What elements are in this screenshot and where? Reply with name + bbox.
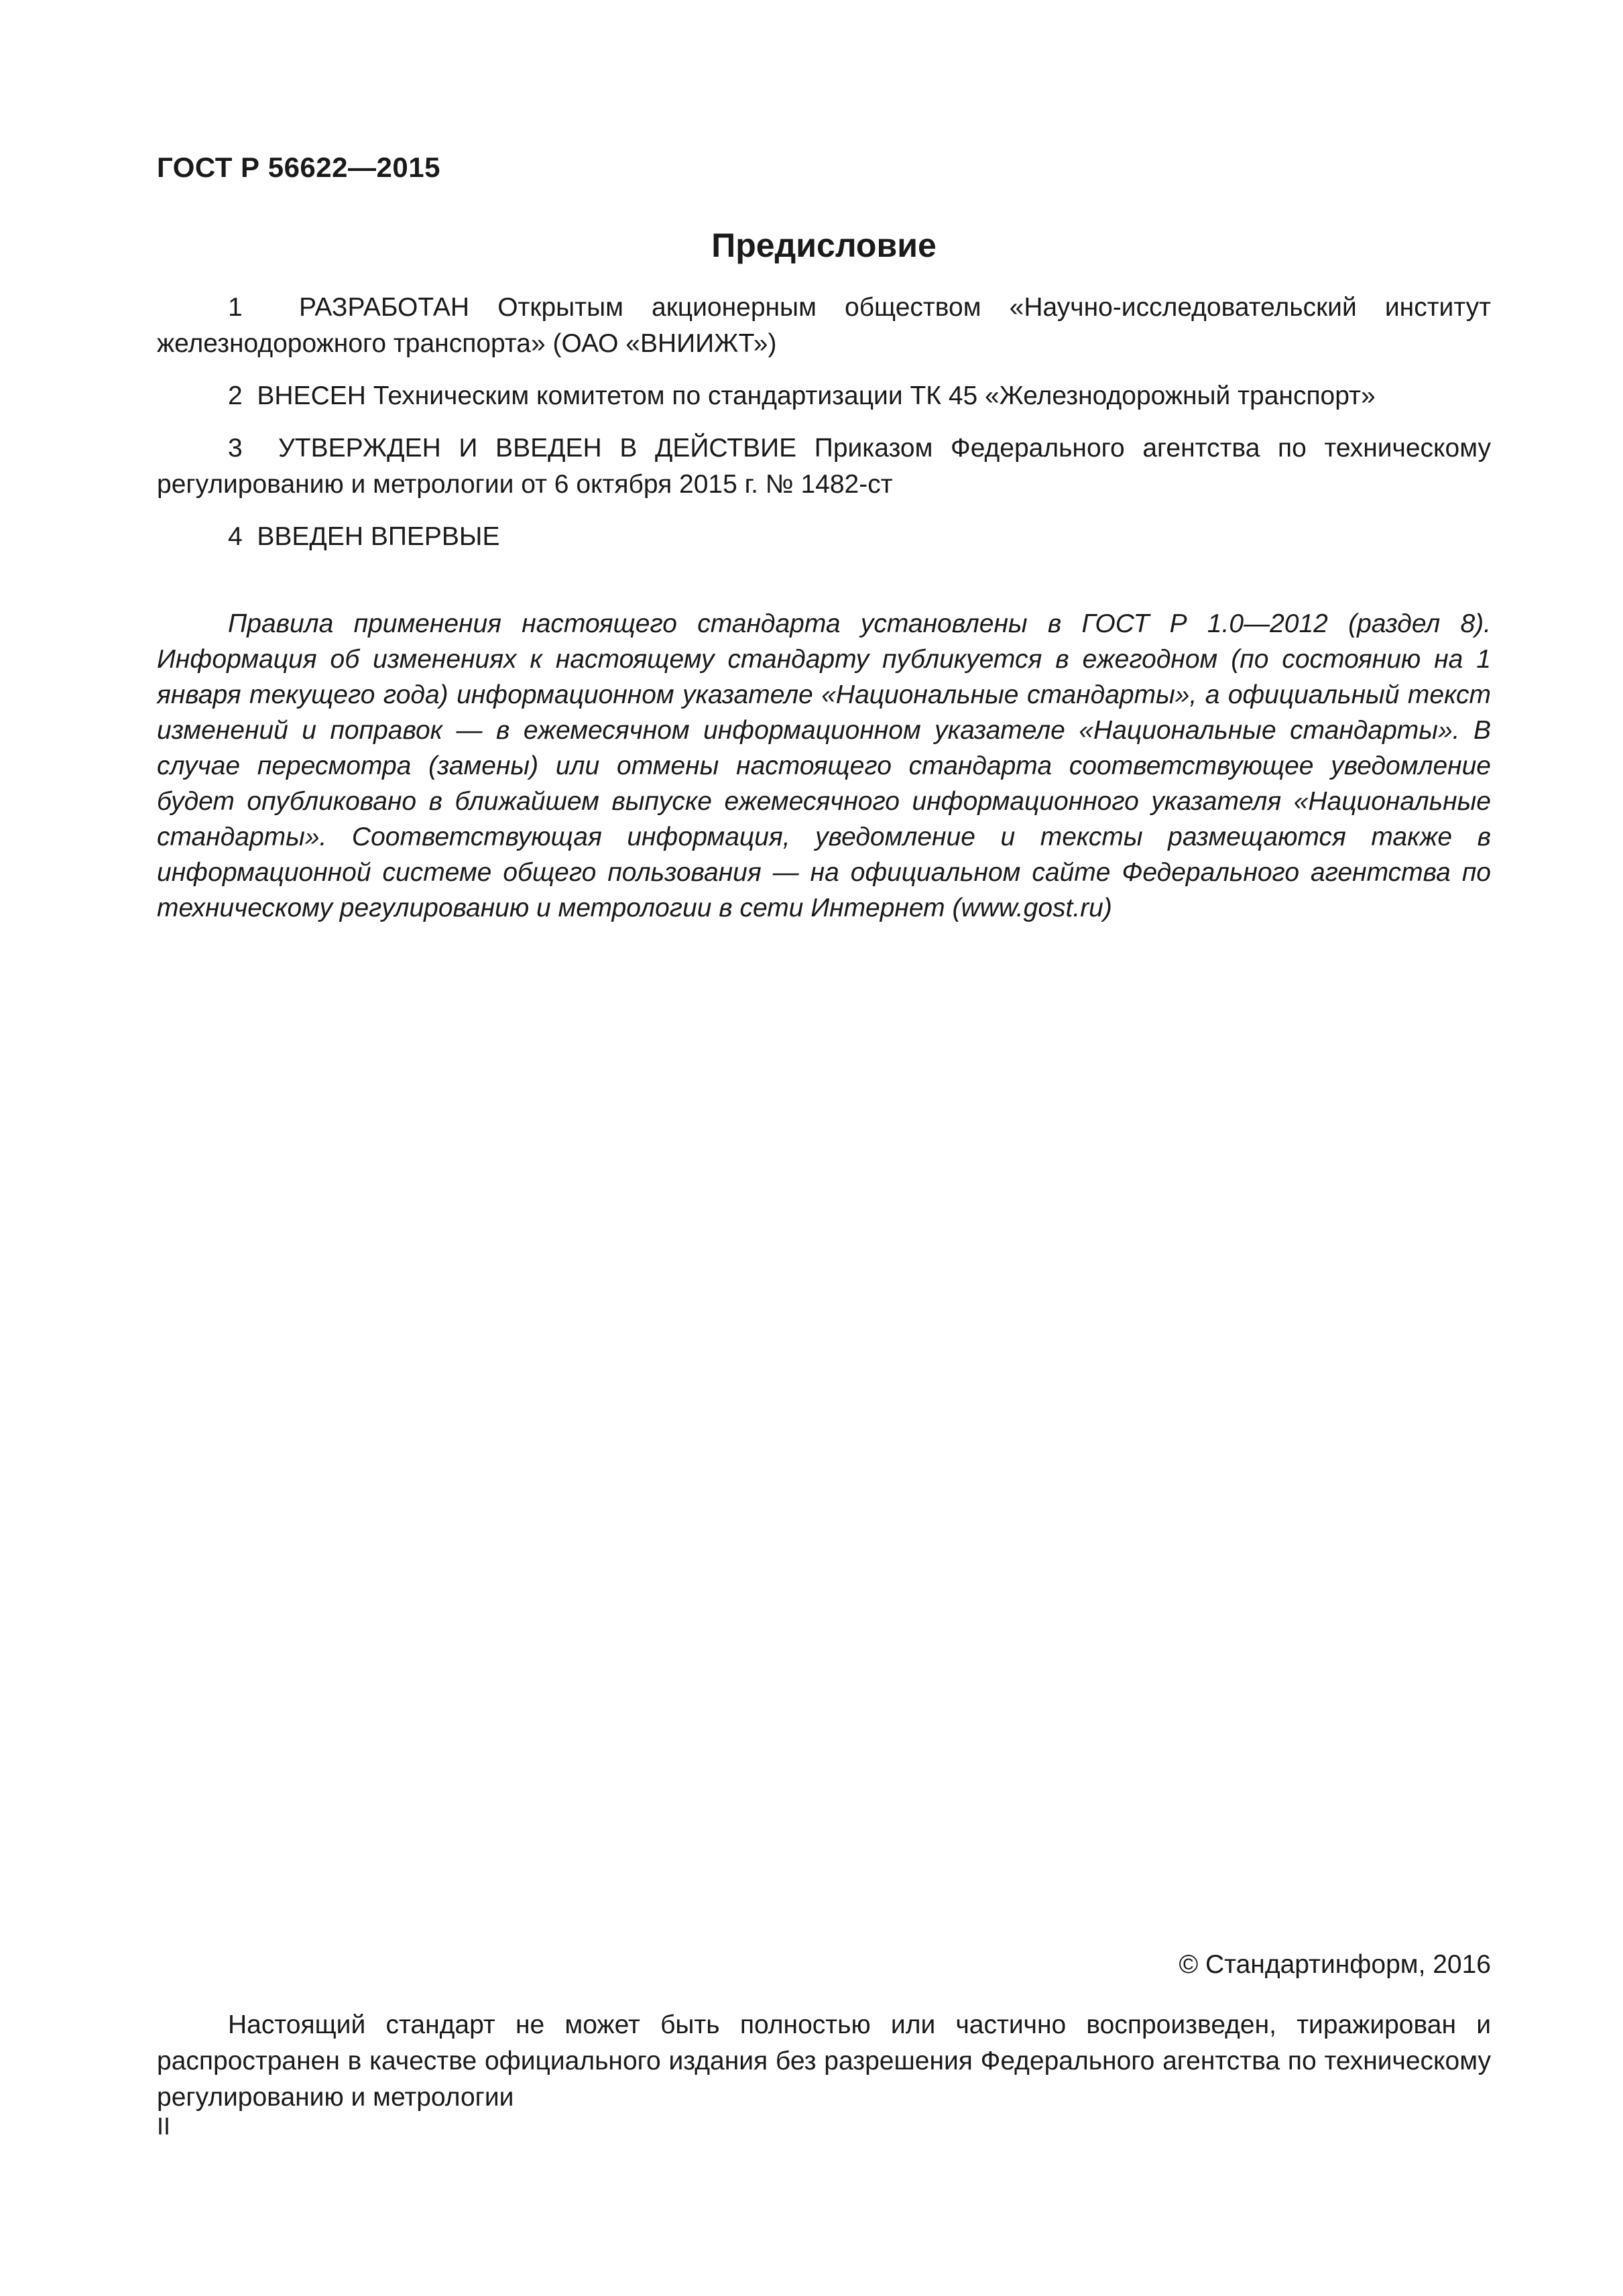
copyright-line: © Стандартинформ, 2016 [1179, 1950, 1491, 1979]
item-number: 2 [228, 381, 243, 410]
reproduction-restriction: Настоящий стандарт не может быть полностью или частично воспроизведен, тиражирован и распространен в качестве официального издания без разрешения Федерального агентства по техническому регулированию и метрологии [157, 2010, 1491, 2112]
foreword-item-2 [157, 378, 1491, 414]
item-text: РАЗРАБОТАН Открытым акционерным обществом «Научно-исследовательский институт железнодорожного транспорта» (ОАО «ВНИИЖТ») [157, 293, 1492, 358]
foreword-item-4 [157, 519, 1491, 555]
item-text: ВВЕДЕН ВПЕРВЫЕ [257, 522, 500, 551]
foreword-item-1 [157, 290, 1491, 362]
page-title: Предисловие [711, 227, 937, 264]
item-text: ВНЕСЕН Техническим комитетом по стандартизации ТК 45 «Железнодорожный транспорт» [257, 381, 1376, 410]
application-rules-notice: Правила применения настоящего стандарта установлены в ГОСТ Р 1.0—2012 (раздел 8). Информация об изменениях к настоящему стандарту публикуется в ежегодном (по состоянию на 1 января текущего года) информационном указателе «Национальные стандарты», а официальный текст изменений и поправок — в ежемесячном информационном указателе «Национальные стандарты». В случае пересмотра (замены) или отмены настоящего стандарта соответствующее уведомление будет опубликовано в ближайшем выпуске ежемесячного информационного указателя «Национальные стандарты». Соответствующая информация, уведомление и тексты размещаются также в информационной системе общего пользования — на официальном сайте Федерального агентства по техническому регулированию и метрологии в сети Интернет (www.gost.ru) [157, 609, 1491, 922]
foreword-list [157, 290, 1491, 571]
item-number: 1 [228, 293, 243, 322]
item-text: УТВЕРЖДЕН И ВВЕДЕН В ДЕЙСТВИЕ Приказом Федерального агентства по техническому регулированию и метрологии от 6 октября 2015 г. № 1482-ст [157, 434, 1491, 499]
page-number: II [157, 2112, 171, 2140]
item-number: 3 [228, 434, 243, 463]
foreword-item-3 [157, 430, 1491, 503]
standard-code-header: ГОСТ Р 56622—2015 [157, 152, 440, 183]
item-number: 4 [228, 522, 243, 551]
